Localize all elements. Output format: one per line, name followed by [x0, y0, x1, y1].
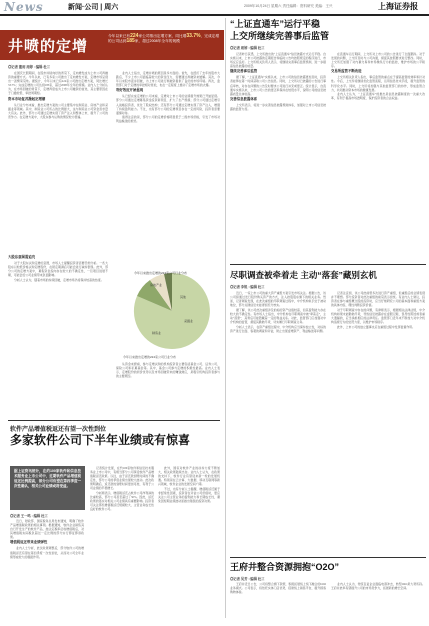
newspaper-name: 上海证券报: [378, 2, 418, 11]
software-column-3: 此外，国家对软件产业的扶持力度不断加大，相关政策陆续出台。业内人士认为，在政策的支持下，软件行业有望迎来新一轮的发展机遇。特别是在云计算、大数据、移动互联网等新兴领域，软件企业的发展空间广阔。 不过，也有分析人士提醒，增值税返还属于非经常性因素，投资者在评估公司价值时，更应关注公司主营业务的盈利能力和长期成长性，避免因短期业绩波动而做出错误的投资决策。: [158, 466, 220, 504]
right-top-column-1: 记者昨日获悉，上交所推出的“上证直通车”信息披露方式运行平稳。自实施以来，上市公司披露的定期报告和临时公告均按照规定的程序进行，市场反应良好。上交所相关负责人表示，将继续完善事后监管机制，进一步提高信息披露的质量。 继续完善事后监管 据了解，“上证直通车”实施以来，上市公司的信息披露更加及时，投资者能够在第一时间获取公司公告信息。同时，上交所对已披露的公告进行事后审核，对存在问题的公告及时要求公司进行补充或更正。统计显示，自直通车实施以来，上市公司公告的更正率保持在较低水平，说明公司的信息披露质量总体较高。 完善信息披露体系 上交所表示，将进一步完善信息披露规则体系，加强对上市公司信息披露的监管力度。: [230, 52, 326, 111]
right-bottom-headline: 王府井整合资源拥抱“O2O”: [230, 562, 340, 572]
lead-subhead-3: 大股东意图需追究: [8, 255, 36, 259]
right-bottom-column-2: 业内人士认为，传统百货企业面临电商冲击，转型O2O是大势所趋。王府井此举有望提升公司的市场竞争力，拓展新的增长空间。: [331, 582, 425, 591]
right-bottom-column-1: 王府井近日公告，公司将整合旗下资源，积极拓展线上线下融合的O2O业务模式。公司表示，将依托实体门店优势，搭建线上销售平台，提升顾客购物体验。: [230, 582, 326, 595]
industry-pie-chart: [122, 268, 218, 354]
right-top-subhead-3: 交易所监管不断改进: [331, 69, 362, 74]
pie-label-mining: 采掘业: [184, 319, 194, 323]
masthead: [0, 0, 429, 16]
software-headline: 多家软件公司下半年业绩或有惊喜: [10, 433, 191, 447]
column-divider: [225, 18, 226, 618]
chart-caption: 今年以来推出定增的224家公司行业分布: [123, 355, 177, 359]
pie-label-other: 其他: [180, 295, 187, 299]
software-highlight-box: 据上证资讯统计，在约100家软件和信息技术服务业上市公司中，近期软件产品增值税返还比例提高，部分公司有望在第四季度一次性确认，相关公司业绩或将受益。: [10, 466, 85, 510]
right-top-byline: ◎记者 周婷 ○编辑 杜三: [230, 46, 265, 50]
right-top-column-2: 在直通车运行期间，上交所对上市公司的公告进行了全面跟踪。对于发现的问题，上交所及时与公司沟通，督促其按照要求进行整改。同时，上交所还加强了对内幕交易和市场操纵行为的监控，维护市场的公平秩序。 交易所监管不断改进 上交所相关负责人指出，事后监管的重点在于提高监管的效率和针对性。今后，上交所将继续优化监管流程，运用信息技术手段，提升监管的科学化水平。同时，上交所将加强与其他监管部门的协作，形成监管合力，共同推动资本市场的健康发展。 业内人士认为，“上证直通车”的推出是信息披露制度的一次重大改革，有利于提高市场透明度，保护投资者的合法权益。: [331, 52, 425, 101]
right-top-subhead-1: 继续完善事后监管: [230, 69, 258, 74]
lead-title: 井喷的定增: [8, 38, 89, 55]
brand-logo: News: [4, 0, 44, 14]
software-column-1: 近日，财政部、国家税务总局发布通知，明确了软件产品增值税政策的相关事项。根据通知，软件企业销售其自行开发生产的软件产品，按法定税率征收增值税后，对其增值税实际税负超过一定比例的部分实行即征即退政策。 增值税返还带来业绩弹性 业内人士分析，此次政策调整后，部分软件公司的增值税返还有望在第四季度一次性到位，从而对公司全年业绩形成较大的提振作用。: [10, 519, 84, 559]
right-mid-headline: 尽职调查被牵着走 主动“落套”藏别玄机: [230, 270, 377, 280]
pie-label-manufacturing: 制造业: [152, 331, 162, 335]
section-title: 新闻·公司 | 周六: [68, 4, 119, 11]
right-bottom-byline: ◎记者 吴芳 ○编辑 杜三: [230, 577, 265, 581]
right-mid-column-1: 近日，一家上市公司的重大资产重组方案引发市场关注。根据公告，该公司拟通过发行股份购买资产的方式，注入控股股东旗下的相关业务。然而，记者调查发现，在此次重组的尽职调查过程中，中介机构似乎处于被动地位，部分关键信息未能得到充分核实。 据了解，该公司此次重组涉及的标的资产估值较高，但其盈利能力存在较大的不确定性。有市场人士指出，中介机构在尽职调查中被“牵着走”，主动“落套”，其背后可能隐藏着一定的利益关系。对此，监管部门应加强对中介机构的监管，督促其勤勉尽责，切实履行尽职调查义务。 分析人士表示，在资产重组过程中，中介机构应当保持独立性，对标的资产进行全面、客观的调查和评估，防止出现虚增资产、利益输送等问题。: [230, 291, 326, 333]
lead-subhead-2: 利好效应开始显现: [116, 88, 144, 93]
rule: [230, 264, 426, 265]
issue-info: 2009年10月24日 星期六 责任编辑：资料研究 美编：王兴: [244, 4, 333, 8]
software-column-2: 记者统计发现，在约100家软件和信息技术服务业上市公司中，有相当部分公司享受软件产品增值税返还政策。以往，由于返还款到账时间的不确定性，部分公司的季度业绩出现较大波动。此次政策明确后，返还款的到账时间更加可控，有利于公司业绩的平稳增长。 分析师表示，增值税返还占软件公司净利润的比重较高，部分公司甚至超过了50%。因此，返还政策的落实对相关公司业绩具有重要影响。投资者可关注那些增值税返还规模较大、主营业务成长性良好的软件公司。: [90, 466, 154, 512]
right-top-headline: “上证直通车”运行平稳 上交所继续完善事后监管: [230, 19, 330, 41]
lead-column-2b: 从资金来源看，参与定增认购的机构投资者主要包括基金公司、证券公司、保险公司和私募基金等。其中，基金公司参与定增的积极性最高。业内人士表示，定增股份的折价优势以及市场回暖带来的赚钱效应，是吸引机构投资者参与的主要原因。: [116, 362, 220, 379]
lead-summary: 今年以来已有224家公司推出定增方案，同比增33.7%，完成定增的公司达到185家，超过2008年全年的规模: [108, 33, 220, 44]
software-kicker: 软件产品增值税返还有望一次性到位: [10, 427, 107, 433]
rule: [230, 557, 426, 558]
lead-byline: ◎记者 董雨 周婷 ○编辑 杜三: [8, 65, 50, 69]
lead-column-1: 在国庆长假期间，在股市持续向好的背景下，定向增发成为上市公司再融资的重要方式。今年以来，已有多家公司推出了定向增发方案，定增市场呈现出一派繁荣景象。据统计，今年以来已有224家公司推出定增方案，同比增长33.7%；完成定增的公司达到185家，超过2008年全年的规模。业内人士分析认为，在市场回暖的背景下，定增再度成为上市公司融资的首选，其主要原因在于门槛较低、审批周期短。 资本市场复苏掀起定增潮 从行业分布来看，推出定增方案的公司主要集中在制造业、房地产业和采掘业等领域。其中，制造业公司所占的比例最大，这与制造业公司资金需求量大有关。此外，部分公司通过定增实现了资产注入和整体上市，提升了公司的竞争力。在定增方案中，大股东参与认购的情况较为普遍。: [8, 71, 108, 119]
right-mid-column-2: 记者注意到，该公司此前曾多次进行资产重组，但重组后的业绩表现并不理想。部分投资者对此次重组的前景表示担忧。有业内人士建议，投资者在参与重组概念股的投资时，应当仔细研究公司的基本面和重组方案的具体内容，理性判断投资价值。 对于尽职调查中存在的问题，有律师表示，根据相关法律法规，中介机构如果未能勤勉尽责，导致信息披露存在虚假记载、误导性陈述或者重大遗漏的，应当承担相应的法律责任。监管部门近年来不断加大对中介机构违规行为的处罚力度，以维护市场秩序。 此外，上市公司的独立董事也应在重组过程中发挥监督作用。: [331, 291, 425, 329]
lead-column-1b: 大股东意图需追究 对于大股东认购定增的意图，市场人士提醒投资者需要仔细分析。一些大股东以较低价格认购定增股份，在锁定期满后可能会进行减持套现。此外，部分公司的定增方案中，募集资金投向存在较大的不确定性，一旦项目进展不顺，可能会给公司业绩带来负面影响。 分析人士认为，随着市场的持续回暖，定增市场仍将保持较高的热度。: [8, 255, 108, 282]
software-subhead: 增值税返还带来业绩弹性: [10, 540, 48, 545]
lead-column-2: 业内人士指出，定增井喷的原因是多方面的。首先，在经历了去年的股市大跌后，不少上市公司面临着较大的资金压力，需要通过再融资来缓解。其次，今年以来股市逐步回暖，为上市公司进行再融资提供了良好的市场环境。再次，监管部门对于定增的审批相对宽松，也在一定程度上推动了定增市场的火爆。 利好效应开始显现 从已经完成定增的公司来看，定增对上市公司的业绩提升效果已开始显现。部分公司通过定增募集资金投资新项目，扩大了生产规模；部分公司通过定增引入战略投资者，优化了股权结构；还有部分公司通过定增实现了资产注入，增强了持续盈利能力。不过，也有部分公司的定增项目存在一定的风险，投资者需要谨慎对待。 值得注意的是，部分公司的定增价格明显低于二级市场价格，引发了市场对利益输送的担忧。: [116, 71, 220, 124]
pie-label-real-estate: 房地产业: [150, 283, 163, 287]
chart-title: 今年以来推出定增的224家公司行业分布: [134, 271, 188, 275]
lead-subhead-1: 资本市场复苏掀起定增潮: [8, 96, 46, 101]
rule: [8, 420, 220, 421]
software-byline: ◎记者 王一鸣 ○编辑 杜三: [10, 514, 48, 518]
right-mid-byline: ◎记者 李锐 ○编辑 杜三: [230, 285, 265, 289]
right-top-subhead-2: 完善信息披露体系: [230, 96, 258, 101]
